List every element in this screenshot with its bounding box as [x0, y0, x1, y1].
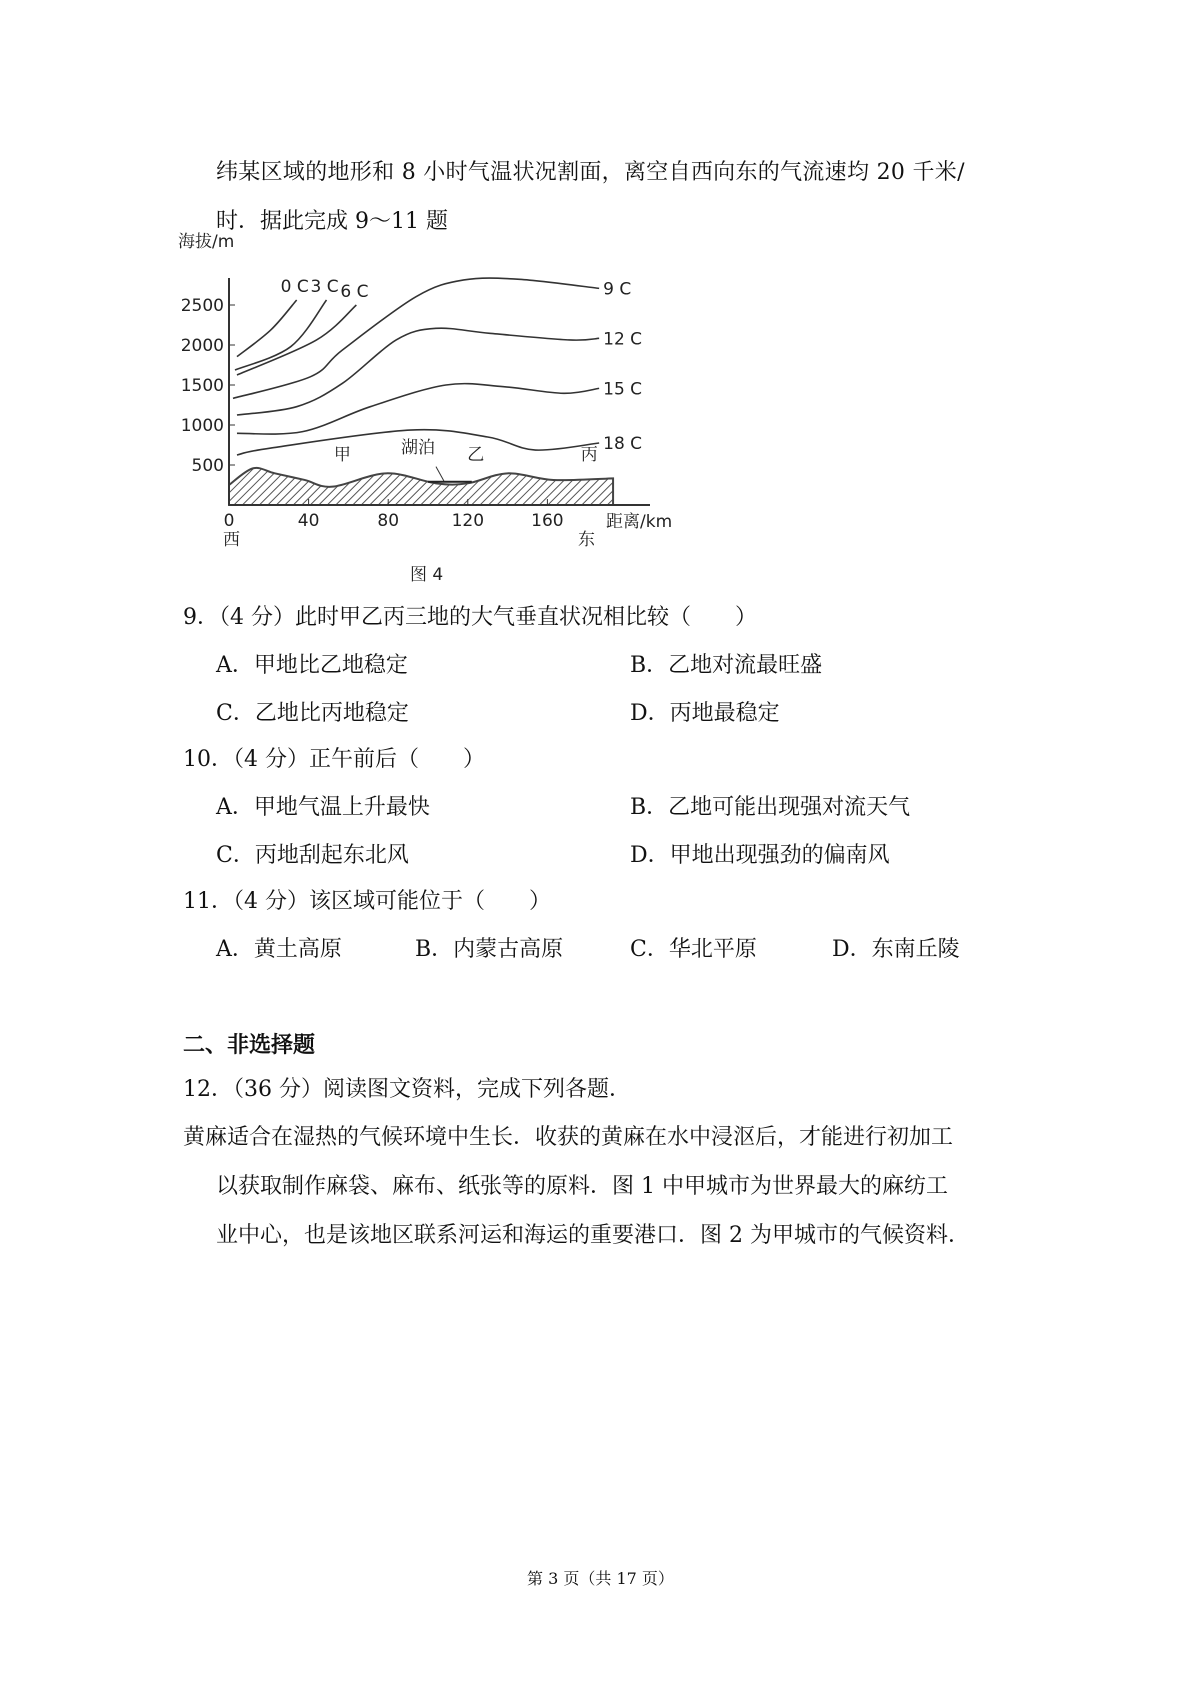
isotherm-label: 0 C [280, 276, 309, 297]
isotherm-label: 3 C [310, 276, 339, 297]
y-tick-label: 500 [191, 456, 224, 476]
x-tick-label: 0 [223, 511, 235, 531]
y-tick-label: 1500 [180, 376, 224, 396]
q10-option-a[interactable]: A．甲地气温上升最快 [216, 795, 430, 820]
isotherm-line [237, 328, 599, 415]
x-tick-label: 160 [531, 511, 564, 531]
isotherm-label: 6 C [340, 282, 369, 302]
q9-stem: 9．（4 分）此时甲乙丙三地的大气垂直状况相比较（ ） [183, 605, 757, 630]
q9-option-b[interactable]: B．乙地对流最旺盛 [630, 653, 823, 678]
lake-pointer [436, 467, 444, 481]
q9-option-c[interactable]: C．乙地比丙地稳定 [216, 701, 409, 726]
isotherm-line [235, 300, 327, 370]
q10-option-c[interactable]: C．丙地刮起东北风 [216, 843, 409, 868]
q10-stem: 10．（4 分）正午前后（ ） [183, 747, 485, 772]
east-label: 东 [578, 530, 595, 550]
place-label: 丙 [580, 445, 598, 466]
q10-option-b[interactable]: B．乙地可能出现强对流天气 [630, 795, 911, 820]
place-label: 甲 [333, 445, 351, 466]
intro-line1: 纬某区域的地形和 8 小时气温状况割面，离空自西向东的气流速均 20 千米/ [216, 160, 965, 185]
y-tick-label: 2500 [180, 296, 224, 316]
q11-option-b[interactable]: B．内蒙古高原 [415, 937, 564, 962]
place-label: 乙 [467, 445, 485, 466]
q10-option-d[interactable]: D．甲地出现强劲的偏南风 [630, 843, 890, 868]
q12-paragraph-line3: 业中心，也是该地区联系河运和海运的重要港口．图 2 为甲城市的气候资料． [216, 1223, 970, 1248]
q12-paragraph-line2: 以获取制作麻袋、麻布、纸张等的原料．图 1 中甲城市为世界最大的麻纺工 [216, 1174, 948, 1199]
y-tick-label: 1000 [180, 416, 224, 436]
q9-option-a[interactable]: A．甲地比乙地稳定 [216, 653, 408, 678]
y-tick-label: 2000 [180, 336, 224, 356]
figure-4-chart [170, 220, 673, 590]
place-label: 湖泊 [401, 438, 436, 458]
x-tick-label: 40 [297, 511, 320, 531]
q11-option-d[interactable]: D．东南丘陵 [832, 937, 960, 962]
section-heading: 二、非选择题 [183, 1032, 316, 1058]
q12-paragraph-line1: 黄麻适合在湿热的气候环境中生长．收获的黄麻在水中浸沤后，才能进行初加工 [183, 1125, 954, 1150]
intro-line2: 时．据此完成 9～11 题 [216, 209, 448, 234]
q9-option-d[interactable]: D．丙地最稳定 [630, 701, 780, 726]
x-tick-label: 120 [451, 511, 485, 531]
isotherm-label: 12 C [603, 329, 643, 350]
q11-option-c[interactable]: C．华北平原 [630, 937, 757, 962]
isotherm-label: 15 C [603, 379, 643, 400]
y-axis-label: 海拔/m [178, 232, 235, 252]
page-footer: 第 3 页（共 17 页） [527, 1569, 674, 1588]
isotherm-label: 9 C [603, 279, 632, 300]
terrain-profile [229, 468, 613, 505]
isotherm-label: 18 C [603, 434, 643, 454]
q11-stem: 11．（4 分）该区域可能位于（ ） [183, 889, 551, 914]
x-axis-label: 距离/km [606, 512, 673, 532]
figure-caption: 图 4 [410, 565, 444, 585]
q11-option-a[interactable]: A．黄土高原 [216, 937, 342, 962]
x-tick-label: 80 [377, 511, 400, 531]
west-label: 西 [223, 530, 240, 550]
isotherm-line [237, 305, 356, 375]
q12-stem: 12．（36 分）阅读图文资料，完成下列各题． [183, 1077, 631, 1102]
